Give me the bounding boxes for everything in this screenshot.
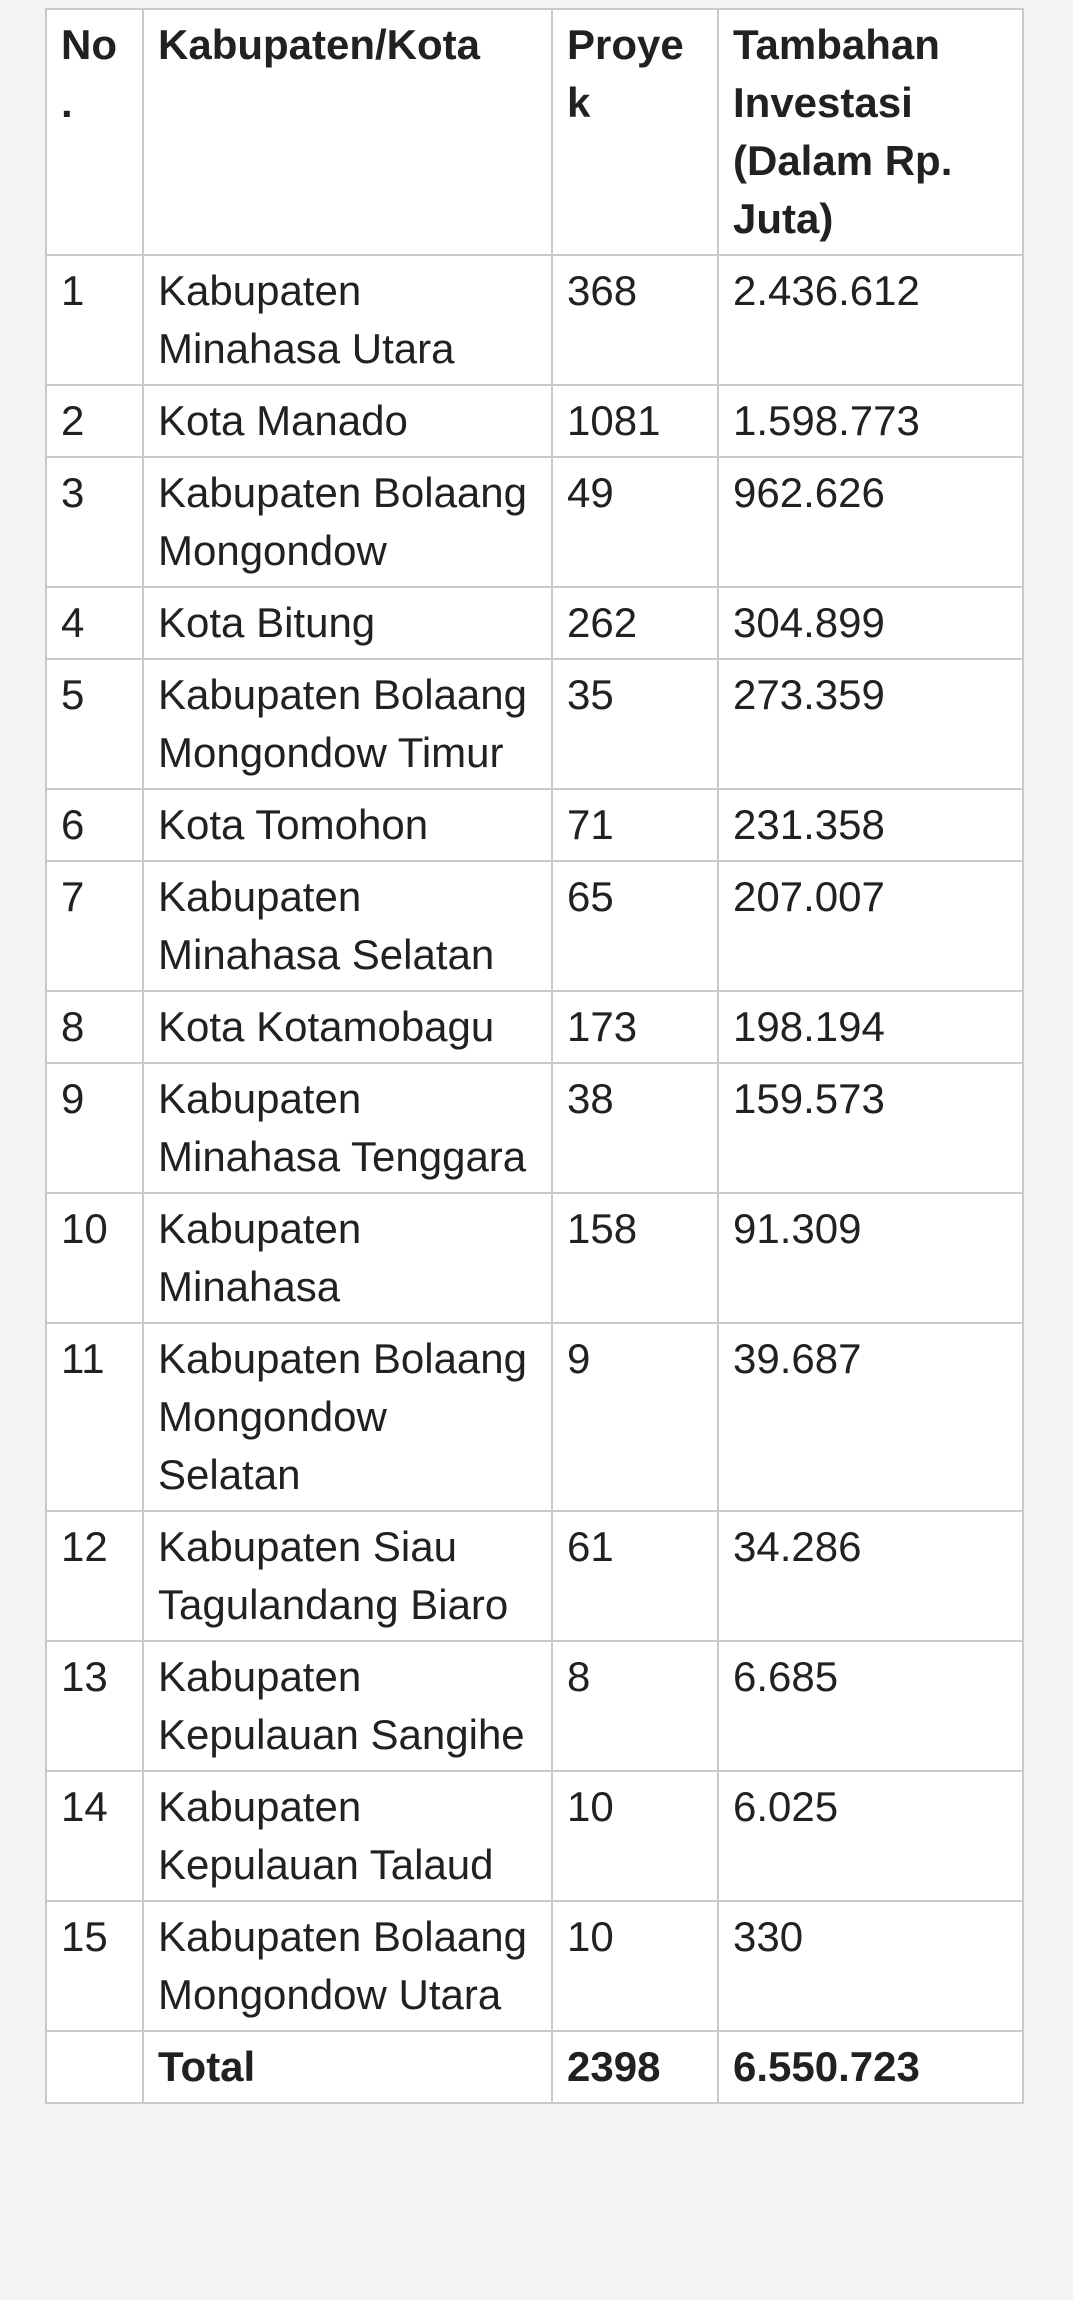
- table-row: [46, 587, 1023, 659]
- cell-no: 5: [46, 659, 143, 789]
- cell-investment: 304.899: [718, 587, 1023, 659]
- cell-projects: 10: [552, 1771, 718, 1901]
- cell-investment: 39.687: [718, 1323, 1023, 1511]
- cell-projects: 71: [552, 789, 718, 861]
- cell-investment: 330: [718, 1901, 1023, 2031]
- total-investment: 6.550.723: [718, 2031, 1023, 2103]
- table-row: [46, 659, 1023, 789]
- table-row: [46, 1901, 1023, 2031]
- cell-investment: 91.309: [718, 1193, 1023, 1323]
- table-row: [46, 385, 1023, 457]
- cell-projects: 1081: [552, 385, 718, 457]
- table-row: [46, 1771, 1023, 1901]
- cell-investment: 207.007: [718, 861, 1023, 991]
- total-projects: 2398: [552, 2031, 718, 2103]
- cell-investment: 6.685: [718, 1641, 1023, 1771]
- cell-no: 4: [46, 587, 143, 659]
- cell-no: 14: [46, 1771, 143, 1901]
- cell-name: Kabupaten Minahasa Selatan: [143, 861, 552, 991]
- cell-investment: 962.626: [718, 457, 1023, 587]
- cell-projects: 65: [552, 861, 718, 991]
- cell-name: Kabupaten Kepulauan Sangihe: [143, 1641, 552, 1771]
- table-total-row: [46, 2031, 1023, 2103]
- cell-projects: 368: [552, 255, 718, 385]
- table-row: [46, 1323, 1023, 1511]
- cell-no: 13: [46, 1641, 143, 1771]
- cell-name: Kota Manado: [143, 385, 552, 457]
- table-row: [46, 789, 1023, 861]
- cell-projects: 158: [552, 1193, 718, 1323]
- cell-investment: 2.436.612: [718, 255, 1023, 385]
- cell-no: 12: [46, 1511, 143, 1641]
- cell-no: 8: [46, 991, 143, 1063]
- cell-investment: 1.598.773: [718, 385, 1023, 457]
- cell-projects: 35: [552, 659, 718, 789]
- cell-investment: 6.025: [718, 1771, 1023, 1901]
- table-row: [46, 1511, 1023, 1641]
- cell-name: Kabupaten Bolaang Mongondow Selatan: [143, 1323, 552, 1511]
- cell-name: Kabupaten Bolaang Mongondow: [143, 457, 552, 587]
- table-row: [46, 991, 1023, 1063]
- header-investment: Tambahan Investasi (Dalam Rp. Juta): [718, 9, 1023, 255]
- cell-no: 15: [46, 1901, 143, 2031]
- cell-investment: 34.286: [718, 1511, 1023, 1641]
- cell-name: Kabupaten Kepulauan Talaud: [143, 1771, 552, 1901]
- cell-no: 3: [46, 457, 143, 587]
- cell-investment: 273.359: [718, 659, 1023, 789]
- cell-name: Kabupaten Minahasa: [143, 1193, 552, 1323]
- table-row: [46, 457, 1023, 587]
- total-no: [46, 2031, 143, 2103]
- cell-name: Kabupaten Bolaang Mongondow Timur: [143, 659, 552, 789]
- table-row: [46, 861, 1023, 991]
- table-row: [46, 1063, 1023, 1193]
- cell-name: Kabupaten Minahasa Tenggara: [143, 1063, 552, 1193]
- cell-projects: 262: [552, 587, 718, 659]
- cell-projects: 38: [552, 1063, 718, 1193]
- table-row: [46, 255, 1023, 385]
- cell-name: Kabupaten Siau Tagulandang Biaro: [143, 1511, 552, 1641]
- cell-no: 2: [46, 385, 143, 457]
- header-name: Kabupaten/Kota: [143, 9, 552, 255]
- investment-table: [45, 8, 1024, 2104]
- table-row: [46, 1193, 1023, 1323]
- cell-projects: 49: [552, 457, 718, 587]
- cell-no: 11: [46, 1323, 143, 1511]
- cell-projects: 173: [552, 991, 718, 1063]
- cell-name: Kota Kotamobagu: [143, 991, 552, 1063]
- cell-investment: 231.358: [718, 789, 1023, 861]
- total-label: Total: [143, 2031, 552, 2103]
- cell-no: 1: [46, 255, 143, 385]
- cell-name: Kabupaten Minahasa Utara: [143, 255, 552, 385]
- cell-name: Kota Tomohon: [143, 789, 552, 861]
- cell-no: 7: [46, 861, 143, 991]
- table-body: [46, 255, 1023, 2031]
- cell-no: 10: [46, 1193, 143, 1323]
- cell-projects: 10: [552, 1901, 718, 2031]
- cell-projects: 9: [552, 1323, 718, 1511]
- cell-no: 6: [46, 789, 143, 861]
- table-header-row: [46, 9, 1023, 255]
- header-projects: Proyek: [552, 9, 718, 255]
- cell-no: 9: [46, 1063, 143, 1193]
- cell-projects: 8: [552, 1641, 718, 1771]
- table-row: [46, 1641, 1023, 1771]
- cell-investment: 159.573: [718, 1063, 1023, 1193]
- header-no: No.: [46, 9, 143, 255]
- cell-name: Kabupaten Bolaang Mongondow Utara: [143, 1901, 552, 2031]
- cell-projects: 61: [552, 1511, 718, 1641]
- cell-name: Kota Bitung: [143, 587, 552, 659]
- cell-investment: 198.194: [718, 991, 1023, 1063]
